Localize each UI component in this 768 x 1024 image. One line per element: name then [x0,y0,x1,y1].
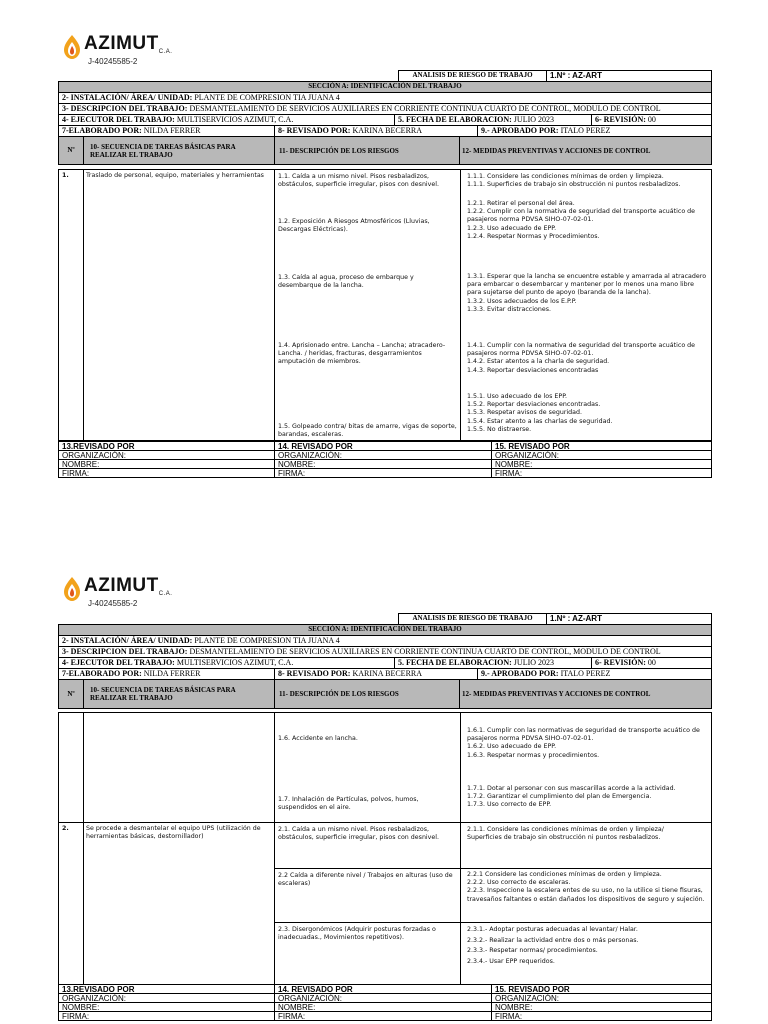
date-value: JULIO 2023 [513,658,555,667]
row-number: 2. [62,825,69,832]
task-cell [83,822,275,985]
risk-1-6: 1.6. Accidente en lancha. [278,735,358,742]
task-text: Traslado de personal, equipo, materiales y herramientas [86,172,264,179]
measure-1-7: 1.7.1. Dotar al personar con sus mascarillas acorde a la actividad. 1.7.2. Garantizar el cumplimiento del plan de Emergencia. 1.7.3. Uso correcto de EPP. [467,785,676,809]
flame-logo-icon [62,34,82,60]
measure-2-1: 2.1.1. Considere las condiciones mínimas de orden y limpieza/ Superficies de trabajo sin obstrucción ni puntos resbaladizos. [467,826,664,842]
elaborated-value: NILDA FERRER [143,126,201,135]
risk-1-1: 1.1. Caída a un mismo nivel. Pisos resbaladizos, obstáculos, superficie irregular, pisos con desnivel. [278,173,440,189]
risk-1-5: 1.5. Golpeado contra/ bitas de amarre, vigas de soporte, barandas, escaleras. [278,423,457,439]
sig-14-name: NOMBRE: [274,1002,492,1012]
date-label: 5. FECHA DE ELABORACION: [398,658,512,667]
sig-15-name: NOMBRE: [491,459,712,469]
sig-13-org: ORGANIZACIÓN: [58,993,275,1003]
section-title: SECCIÓN A: IDENTIFICACIÓN DEL TRABAJO [58,624,712,636]
measure-1-4: 1.4.1. Cumplir con la normativa de seguridad del transporte acuático de pasajeros norma PDVSA SIHO-07-02-01. 1.4.2. Estar atentos a la charla de seguridad. 1.4.3. Reportar desviaciones encontradas [467,342,696,374]
form-title: ANALISIS DE RIESGO DE TRABAJO [398,613,547,625]
description-value: DESMANTELAMIENTO DE SERVICIOS AUXILIARES EN CORRIENTE CONTINUA CUARTO DE CONTROL, MODULO DE CONTROL [189,104,661,113]
sig-14-org: ORGANIZACIÓN: [274,993,492,1003]
col-measures-header: 12- MEDIDAS PREVENTIVAS Y ACCIONES DE CONTROL [459,136,712,165]
risk-1-3: 1.3. Caída al agua, proceso de embarque y desembarque de la lancha. [278,274,414,290]
row-number-cell [58,822,84,985]
revision-label: 6- REVISIÓN: [595,658,646,667]
risks-cell [274,922,461,985]
risks-cell [274,712,461,823]
task-cell [83,169,275,441]
sig-13-sign: FIRMA: [58,468,275,478]
sig-15-title: 15. REVISADO POR [491,984,712,994]
measures-cell [460,822,712,869]
measure-1-1: 1.1.1. Considere las condiciones mínimas de orden y limpieza. 1.1.1. Superficies de trabajo sin obstrucción ni puntos resbaladizos. [467,173,681,189]
section-title: SECCIÓN A: IDENTIFICACIÓN DEL TRABAJO [58,81,712,93]
measure-1-5: 1.5.1. Uso adecuado de los EPP. 1.5.2. Reportar desviaciones encontradas. 1.5.3. Respetar avisos de seguridad. 1.5.4. Estar atento a las charlas de seguridad. 1.5.5. No distraerse. [467,393,613,433]
date-value: JULIO 2023 [513,115,555,124]
measure-2-2: 2.2.1 Considere las condiciones mínimas de orden y limpieza. 2.2.2. Uso correcto de escaleras. 2.2.3. Inspeccione la escalera entes de su uso, no la utilice si tiene fisuras, travesaños faltantes o están dañados los dispositivos de seguro y sujeción. [467,871,705,903]
task-cell [83,712,275,823]
col-measures-header: 12- MEDIDAS PREVENTIVAS Y ACCIONES DE CONTROL [459,679,712,709]
sig-14-name: NOMBRE: [274,459,492,469]
executor-value: MULTISERVICIOS AZIMUT, C.A. [176,658,294,667]
risk-2-1: 2.1. Caída a un mismo nivel. Pisos resbaladizos, obstáculos, superficie irregular, pisos con desnivel. [278,826,440,842]
sig-13-name: NOMBRE: [58,1002,275,1012]
approved-value: ITALO PEREZ [560,669,611,678]
description-label: 3- DESCRIPCION DEL TRABAJO: [62,104,188,113]
task-text: Se procede a desmantelar el equipo UPS (utilización de herramientas básicas, destornillador) [86,825,261,841]
elaborated-label: 7-ELABORADO POR: [62,126,142,135]
sig-15-title: 15. REVISADO POR [491,441,712,451]
risk-1-4: 1.4. Aprisionado entre. Lancha – Lancha; atracadero-Lancha. / heridas, fracturas, desgarramientos amputación de miembros. [278,342,446,366]
form-code: 1.Nº : AZ-ART [546,70,712,82]
executor-label: 4- EJECUTOR DEL TRABAJO: [62,658,175,667]
elaborated-label: 7-ELABORADO POR: [62,669,142,678]
sig-15-sign: FIRMA: [491,468,712,478]
risk-1-2: 1.2. Exposición A Riesgos Atmosféricos (Lluvias, Descargas Eléctricas). [278,218,430,234]
brand-suffix: C.A. [158,49,173,55]
sig-13-org: ORGANIZACIÓN: [58,450,275,460]
executor-label: 4- EJECUTOR DEL TRABAJO: [62,115,175,124]
risk-2-3: 2.3. Disergonómicos (Adquirir posturas forzadas o inadecuadas., Movimientos repetitivos). [278,926,436,942]
risk-2-2: 2.2 Caída a diferente nivel / Trabajos en alturas (uso de escaleras) [278,872,453,888]
sig-13-name: NOMBRE: [58,459,275,469]
risks-cell [274,169,461,441]
col-number-header: Nº [58,679,84,709]
row-number: 1. [62,172,69,179]
col-risks-header: 11- DESCRIPCIÓN DE LOS RIESGOS [274,136,460,165]
row-number-cell [58,712,84,823]
brand-name: AZIMUT [84,33,159,54]
measures-cell [460,169,712,441]
col-sequence-header: 10- SECUENCIA DE TAREAS BÁSICAS PARA REALIZAR EL TRABAJO [83,679,275,709]
date-label: 5. FECHA DE ELABORACION: [398,115,512,124]
form-code: 1.Nº : AZ-ART [546,613,712,625]
sig-15-name: NOMBRE: [491,1002,712,1012]
measure-1-3: 1.3.1. Esperar que la lancha se encuentre estable y amarrada al atracadero para embarcar o desembarcar y mantener por lo menos una mano libre para sujetarse del punto de apoyo (baranda de la lancha). 1.3.2. Usos adecuados de los E.P.P. 1.3.3. Evitar distracciones. [467,273,707,313]
measure-2-3: 2.3.1.- Adoptar posturas adecuadas al levantar/ Halar. 2.3.2.- Realizar la actividad entre dos o más personas. 2.3.3.- Respetar normas/ procedimientos. 2.3.4.- Usar EPP requeridos. [467,926,639,965]
reviewed-label: 8- REVISADO POR: [278,669,351,678]
measures-cell [460,868,712,923]
revision-value: 00 [647,658,656,667]
reviewed-value: KARINA BECERRA [352,669,423,678]
reviewed-value: KARINA BECERRA [352,126,423,135]
revision-label: 6- REVISIÓN: [595,115,646,124]
form-title: ANALISIS DE RIESGO DE TRABAJO [398,70,547,82]
risks-cell [274,822,461,869]
col-risks-header: 11- DESCRIPCIÓN DE LOS RIESGOS [274,679,460,709]
brand-suffix: C.A. [158,591,173,597]
installation-label: 2- INSTALACIÓN/ ÁREA/ UNIDAD: [62,93,193,102]
reviewed-label: 8- REVISADO POR: [278,126,351,135]
azimut-logo [62,30,182,70]
sig-14-title: 14. REVISADO POR [274,441,492,451]
executor-value: MULTISERVICIOS AZIMUT, C.A. [176,115,294,124]
sig-14-org: ORGANIZACIÓN: [274,450,492,460]
sig-15-org: ORGANIZACIÓN: [491,450,712,460]
company-rif: J-40245585-2 [88,57,138,66]
flame-logo-icon [62,576,82,602]
approved-label: 9.- APROBADO POR: [481,669,559,678]
measures-cell [460,712,712,823]
installation-value: PLANTE DE COMPRESION TIA JUANA 4 [194,93,340,102]
installation-value: PLANTE DE COMPRESION TIA JUANA 4 [194,636,340,645]
sig-15-sign: FIRMA: [491,1011,712,1021]
row-number-cell [58,169,84,441]
revision-value: 00 [647,115,656,124]
elaborated-value: NILDA FERRER [143,669,201,678]
measure-1-2: 1.2.1. Retirar el personal del área. 1.2.2. Cumplir con la normativa de seguridad del transporte acuático de pasajeros norma PDVSA SIHO-07-02-01. 1.2.3. Uso adecuado de EPP. 1.2.4. Respetar Normas y Procedimientos. [467,200,696,240]
sig-13-sign: FIRMA: [58,1011,275,1021]
description-label: 3- DESCRIPCION DEL TRABAJO: [62,647,188,656]
brand-name: AZIMUT [84,575,159,596]
sig-14-sign: FIRMA: [274,468,492,478]
description-value: DESMANTELAMIENTO DE SERVICIOS AUXILIARES EN CORRIENTE CONTINUA CUARTO DE CONTROL, MODULO DE CONTROL [189,647,661,656]
sig-13-title: 13.REVISADO POR [58,441,275,451]
company-rif: J-40245585-2 [88,599,138,608]
sig-15-org: ORGANIZACIÓN: [491,993,712,1003]
risks-cell [274,868,461,923]
measures-cell [460,922,712,985]
sig-14-title: 14. REVISADO POR [274,984,492,994]
azimut-logo [62,572,182,612]
sig-14-sign: FIRMA: [274,1011,492,1021]
measure-1-6: 1.6.1. Cumplir con las normativas de seguridad de transporte acuático de pasajeros norma PDVSA SIHO-07-02-01. 1.6.2. Uso adecuado de EPP. 1.6.3. Respetar normas y procedimientos. [467,727,700,759]
col-number-header: Nº [58,136,84,165]
risk-1-7: 1.7. Inhalación de Partículas, polvos, humos, suspendidos en el aire. [278,796,419,812]
sig-13-title: 13.REVISADO POR [58,984,275,994]
approved-label: 9.- APROBADO POR: [481,126,559,135]
installation-label: 2- INSTALACIÓN/ ÁREA/ UNIDAD: [62,636,193,645]
col-sequence-header: 10- SECUENCIA DE TAREAS BÁSICAS PARA REALIZAR EL TRABAJO [83,136,275,165]
approved-value: ITALO PEREZ [560,126,611,135]
